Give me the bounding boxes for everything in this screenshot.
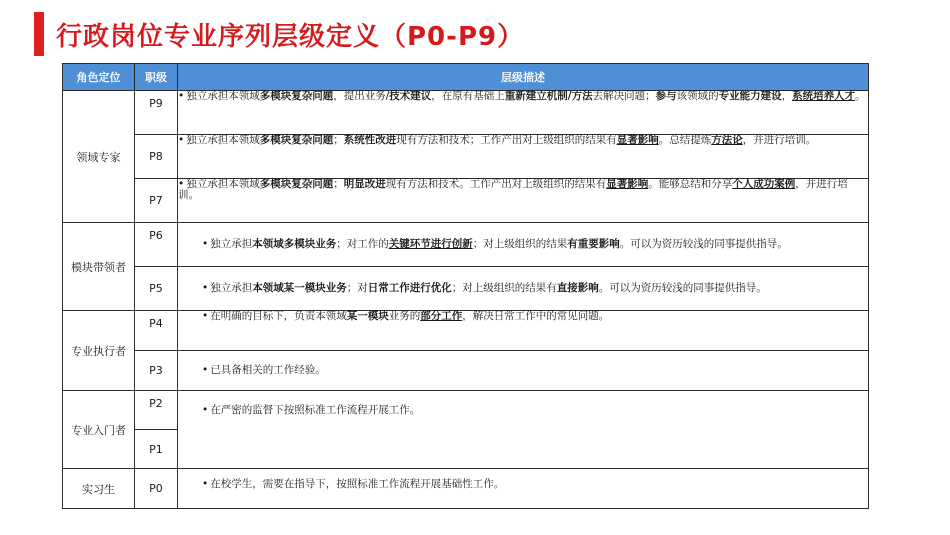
- bullet: •: [202, 310, 209, 322]
- level-cell: P2: [135, 391, 178, 430]
- emphasis-run: 本领域某一模块业务: [252, 281, 347, 294]
- text-run: ，提出业务/: [333, 90, 390, 102]
- text-run: 独立承担本领域: [186, 90, 260, 102]
- text-run: 去解决问题；: [592, 90, 656, 102]
- level-cell: P0: [135, 469, 178, 509]
- emphasis-run: 系统性改进: [343, 134, 397, 146]
- text-run: 独立承担: [210, 237, 253, 250]
- text-run: 。能够总结和分享: [648, 178, 733, 190]
- table-row: [63, 391, 869, 430]
- text-run: 业务的: [388, 310, 421, 322]
- emphasis-run: 系统培养人才: [792, 90, 856, 102]
- emphasis-run: 本领域多模块业务: [252, 237, 337, 250]
- text-run: ，在原有基础上: [431, 90, 505, 102]
- emphasis-run: 显著影响: [616, 134, 659, 146]
- emphasis-run: 多模块复杂问题: [259, 90, 334, 102]
- level-cell: P9: [135, 91, 178, 135]
- level-cell: P6: [135, 223, 178, 267]
- text-run: ，: [781, 90, 793, 102]
- text-run: 独立承担本领域: [186, 134, 260, 146]
- bullet: •: [178, 134, 185, 146]
- text-run: 已具备相关的工作经验。: [210, 363, 326, 376]
- text-run: ，并进行培训。: [178, 178, 848, 202]
- emphasis-run: 部分工作: [420, 310, 463, 322]
- bullet: •: [178, 90, 185, 102]
- description-cell: [178, 179, 869, 223]
- text-run: 独立承担本领域: [186, 178, 260, 190]
- table-row: [63, 311, 869, 351]
- level-cell: P3: [135, 351, 178, 391]
- text-run: 。可以为资历较浅的同事提供指导。: [619, 237, 788, 250]
- bullet: •: [202, 363, 209, 376]
- description-cell: [178, 391, 869, 469]
- text-run: 。可以为资历较浅的同事提供指导。: [598, 281, 767, 294]
- emphasis-run: 个人成功案例: [732, 178, 796, 190]
- emphasis-run: 直接影响: [556, 281, 599, 294]
- level-cell: P1: [135, 430, 178, 469]
- table-header-row: [63, 64, 869, 91]
- table-row: [63, 267, 869, 311]
- text-run: ；对上级组织的结果: [472, 237, 568, 250]
- description-cell: [178, 223, 869, 267]
- text-run: ；对工作的: [336, 237, 389, 250]
- header-description: 层级描述: [178, 64, 869, 91]
- text-run: 现有方法和技术；工作产出对上级组织的结果有: [396, 134, 617, 146]
- emphasis-run: 重新建立机制/方法: [504, 90, 593, 102]
- text-run: 。: [855, 90, 866, 102]
- text-run: ，解决日常工作中的常见问题。: [462, 310, 610, 322]
- table-row: [63, 179, 869, 223]
- header-role: 角色定位: [63, 64, 135, 91]
- description-cell: [178, 351, 869, 391]
- role-cell: 领域专家: [63, 91, 135, 223]
- role-cell: 模块带领者: [63, 223, 135, 311]
- text-run: 独立承担: [210, 281, 253, 294]
- description-cell: [178, 91, 869, 135]
- emphasis-run: 方法论: [711, 134, 743, 146]
- text-run: 现有方法和技术。工作产出对上级组织的结果有: [385, 178, 607, 190]
- title-accent-bar: [34, 12, 44, 56]
- emphasis-run: 有重要影响: [567, 237, 620, 250]
- header-level: 职级: [135, 64, 178, 91]
- text-run: 在严密的监督下按照标准工作流程开展工作。: [210, 404, 421, 416]
- level-cell: P4: [135, 311, 178, 351]
- emphasis-run: 多模块复杂问题: [259, 178, 334, 190]
- description-cell: [178, 311, 869, 351]
- table-row: [63, 351, 869, 391]
- level-definition-table: [62, 63, 869, 509]
- table-row: [63, 135, 869, 179]
- bullet: •: [202, 281, 209, 294]
- table-row: [63, 223, 869, 267]
- role-cell: 专业入门者: [63, 391, 135, 469]
- description-cell: [178, 135, 869, 179]
- text-run: ；: [333, 134, 344, 146]
- role-cell: 实习生: [63, 469, 135, 509]
- emphasis-run: 技术建议: [389, 90, 432, 102]
- text-run: ；对: [346, 281, 368, 294]
- level-cell: P8: [135, 135, 178, 179]
- emphasis-run: 明显改进: [343, 178, 386, 190]
- emphasis-run: 多模块复杂问题: [259, 134, 334, 146]
- table-row: [63, 91, 869, 135]
- page-title: 行政岗位专业序列层级定义（P0-P9）: [56, 22, 525, 52]
- bullet: •: [202, 237, 209, 250]
- emphasis-run: 专业能力建设: [718, 90, 782, 102]
- emphasis-run: 日常工作进行优化: [367, 281, 452, 294]
- text-run: ，并进行培训。: [742, 134, 817, 146]
- description-cell: [178, 267, 869, 311]
- emphasis-run: 显著影响: [606, 178, 649, 190]
- bullet: •: [202, 404, 209, 416]
- level-cell: P7: [135, 179, 178, 223]
- text-run: 在校学生，需要在指导下，按照标准工作流程开展基础性工作。: [210, 478, 505, 490]
- text-run: 该领域的: [676, 90, 719, 102]
- text-run: ；: [333, 178, 344, 190]
- emphasis-run: 关键环节进行创新: [388, 237, 473, 250]
- role-cell: 专业执行者: [63, 311, 135, 391]
- table-row: [63, 469, 869, 509]
- description-cell: [178, 469, 869, 509]
- bullet: •: [202, 478, 209, 490]
- level-cell: P5: [135, 267, 178, 311]
- text-run: 。总结提炼: [658, 134, 712, 146]
- text-run: ；对上级组织的结果有: [451, 281, 557, 294]
- emphasis-run: 参与: [655, 90, 677, 102]
- bullet: •: [178, 178, 185, 190]
- emphasis-run: 某一模块: [346, 310, 389, 322]
- text-run: 在明确的目标下，负责本领域: [210, 310, 347, 322]
